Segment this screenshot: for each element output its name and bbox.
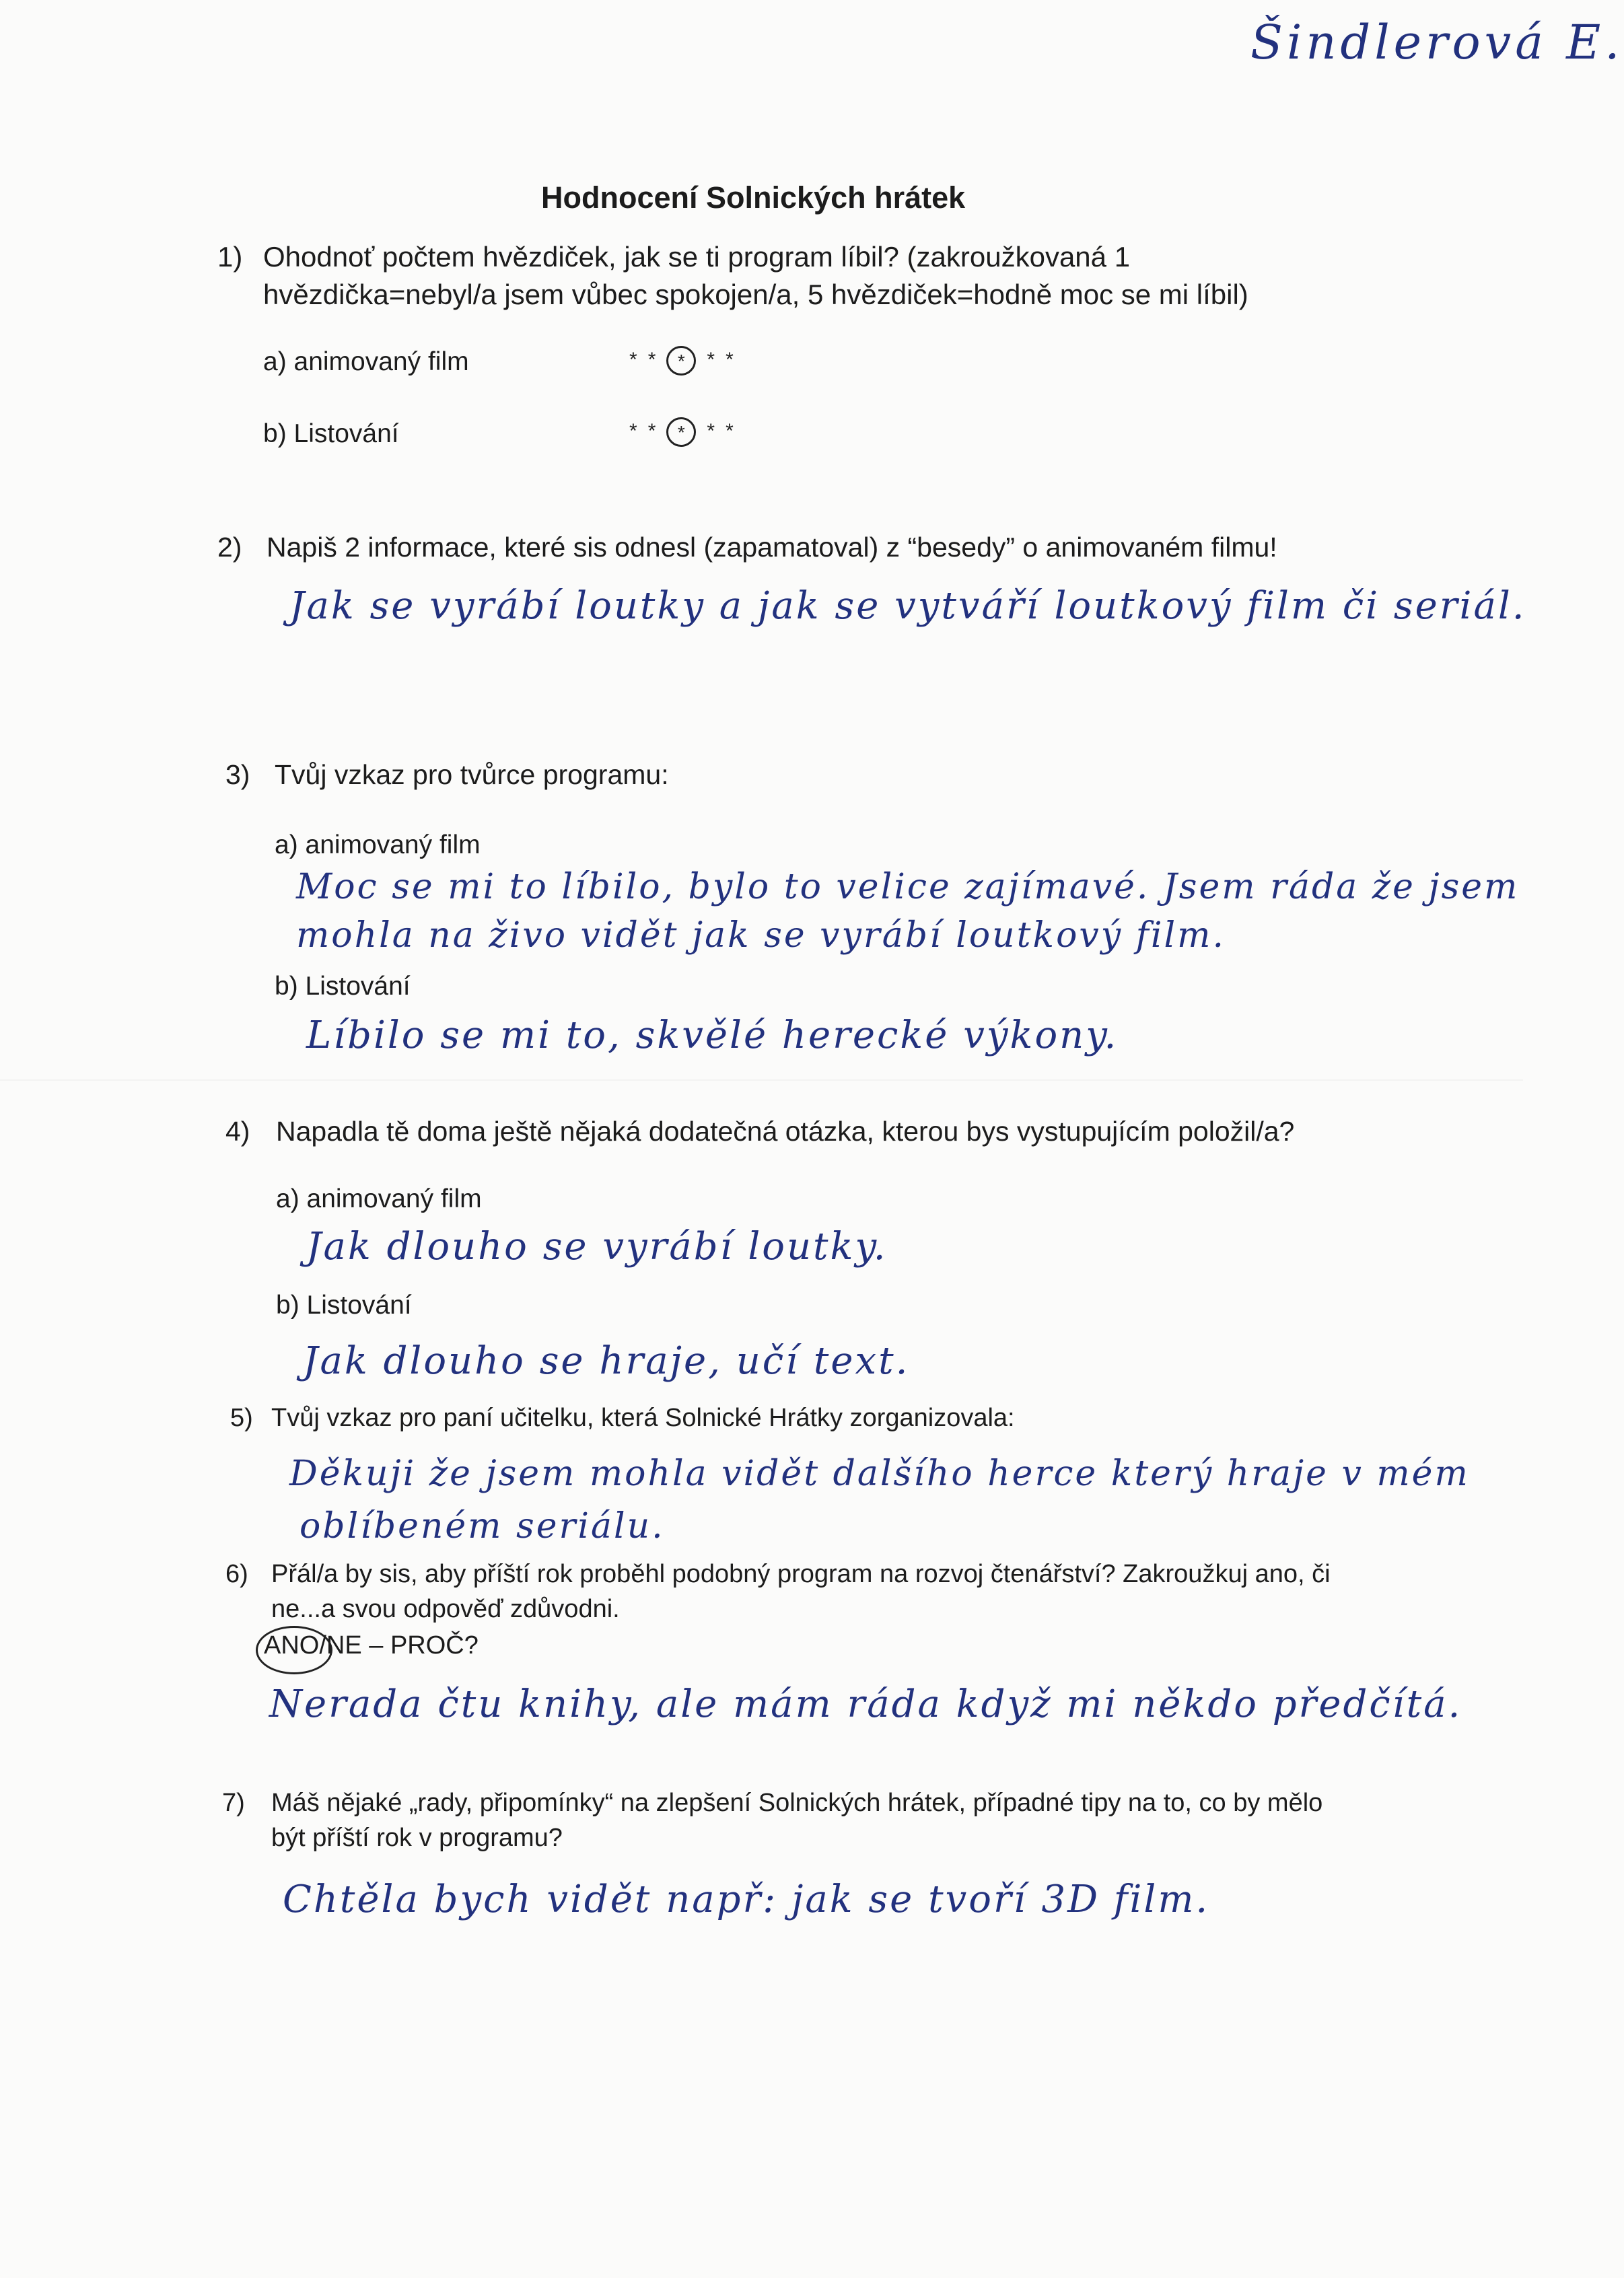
q5-answer-line2[interactable]: oblíbeném seriálu. (299, 1506, 665, 1546)
paper-fold-line (0, 1079, 1523, 1081)
q1-b-label: b) Listování (263, 419, 399, 448)
star-icon: * (647, 419, 667, 442)
q3-a-label: a) animovaný film (275, 830, 481, 859)
q2-text: Napiš 2 informace, které sis odnesl (zapamatoval) z “besedy” o animovaném filmu! (267, 532, 1277, 563)
signature: Šindlerová E. (1250, 15, 1624, 70)
q4-a-label: a) animovaný film (276, 1184, 482, 1213)
q4-b-label: b) Listování (276, 1291, 412, 1320)
star-icon: * (707, 348, 726, 371)
star-icon: * (629, 419, 648, 442)
q4-text: Napadla tě doma ještě nějaká dodatečná otázka, kterou bys vystupujícím položil/a? (276, 1116, 1295, 1147)
q1-text-line2: hvězdička=nebyl/a jsem vůbec spokojen/a, 5 hvězdiček=hodně moc se mi líbil) (263, 279, 1248, 310)
q3-b-answer[interactable]: Líbilo se mi to, skvělé herecké výkony. (306, 1013, 1119, 1057)
q2-answer[interactable]: Jak se vyrábí loutky a jak se vytváří loutkový film či seriál. (289, 584, 1526, 628)
q7-text-line1: Máš nějaké „rady, připomínky“ na zlepšení Solnických hrátek, případné tipy na to, co by mělo (271, 1789, 1323, 1817)
q1-a-label: a) animovaný film (263, 347, 469, 376)
q3-a-answer-line2[interactable]: mohla na živo vidět jak se vyrábí loutkový film. (296, 915, 1226, 956)
q6-answer[interactable]: Nerada čtu knihy, ale mám ráda když mi někdo předčítá. (269, 1682, 1462, 1726)
circled-star-icon: * (666, 417, 696, 447)
q4-b-answer[interactable]: Jak dlouho se hraje, učí text. (303, 1339, 910, 1383)
q4-a-answer[interactable]: Jak dlouho se vyrábí loutky. (306, 1225, 888, 1269)
q6-text-line2: ne...a svou odpověď zdůvodni. (271, 1595, 620, 1623)
q7-text-line2: být příští rok v programu? (271, 1824, 563, 1852)
star-icon: * (726, 348, 744, 371)
q3-text: Tvůj vzkaz pro tvůrce programu: (275, 759, 669, 790)
star-icon: * (629, 348, 648, 371)
q1-text-line1: Ohodnoť počtem hvězdiček, jak se ti program líbil? (zakroužkovaná 1 (263, 241, 1131, 273)
star-icon: * (647, 348, 667, 371)
q3-b-label: b) Listování (275, 972, 411, 1001)
q3-a-answer-line1[interactable]: Moc se mi to líbilo, bylo to velice zajímavé. Jsem ráda že jsem (296, 867, 1520, 907)
q5-answer-line1[interactable]: Děkuji že jsem mohla vidět dalšího herce který hraje v mém (289, 1454, 1470, 1494)
q6-number: 6) (225, 1560, 248, 1588)
q3-number: 3) (225, 759, 250, 790)
star-icon: * (707, 419, 726, 442)
q7-answer[interactable]: Chtěla bych vidět např: jak se tvoří 3D film. (283, 1878, 1210, 1921)
q7-number: 7) (222, 1789, 245, 1817)
star-icon: * (726, 419, 744, 442)
q6-text-line1: Přál/a by sis, aby příští rok proběhl podobný program na rozvoj čtenářství? Zakroužkuj ano, či (271, 1560, 1331, 1588)
q5-text: Tvůj vzkaz pro paní učitelku, která Solnické Hrátky zorganizovala: (271, 1404, 1015, 1432)
q1-b-star-rating[interactable] (629, 417, 744, 447)
q1-number: 1) (217, 241, 243, 273)
q1-a-star-rating[interactable] (629, 346, 744, 376)
q6-ano-option[interactable]: ANO (264, 1631, 320, 1660)
q6-ne-proc-label: /NE – PROČ? (319, 1631, 479, 1660)
q2-number: 2) (217, 532, 242, 563)
q4-number: 4) (225, 1116, 250, 1147)
q6-answer-choice[interactable] (264, 1631, 479, 1660)
circled-star-icon: * (666, 346, 696, 376)
form-title: Hodnocení Solnických hrátek (541, 180, 966, 215)
q5-number: 5) (230, 1404, 253, 1432)
